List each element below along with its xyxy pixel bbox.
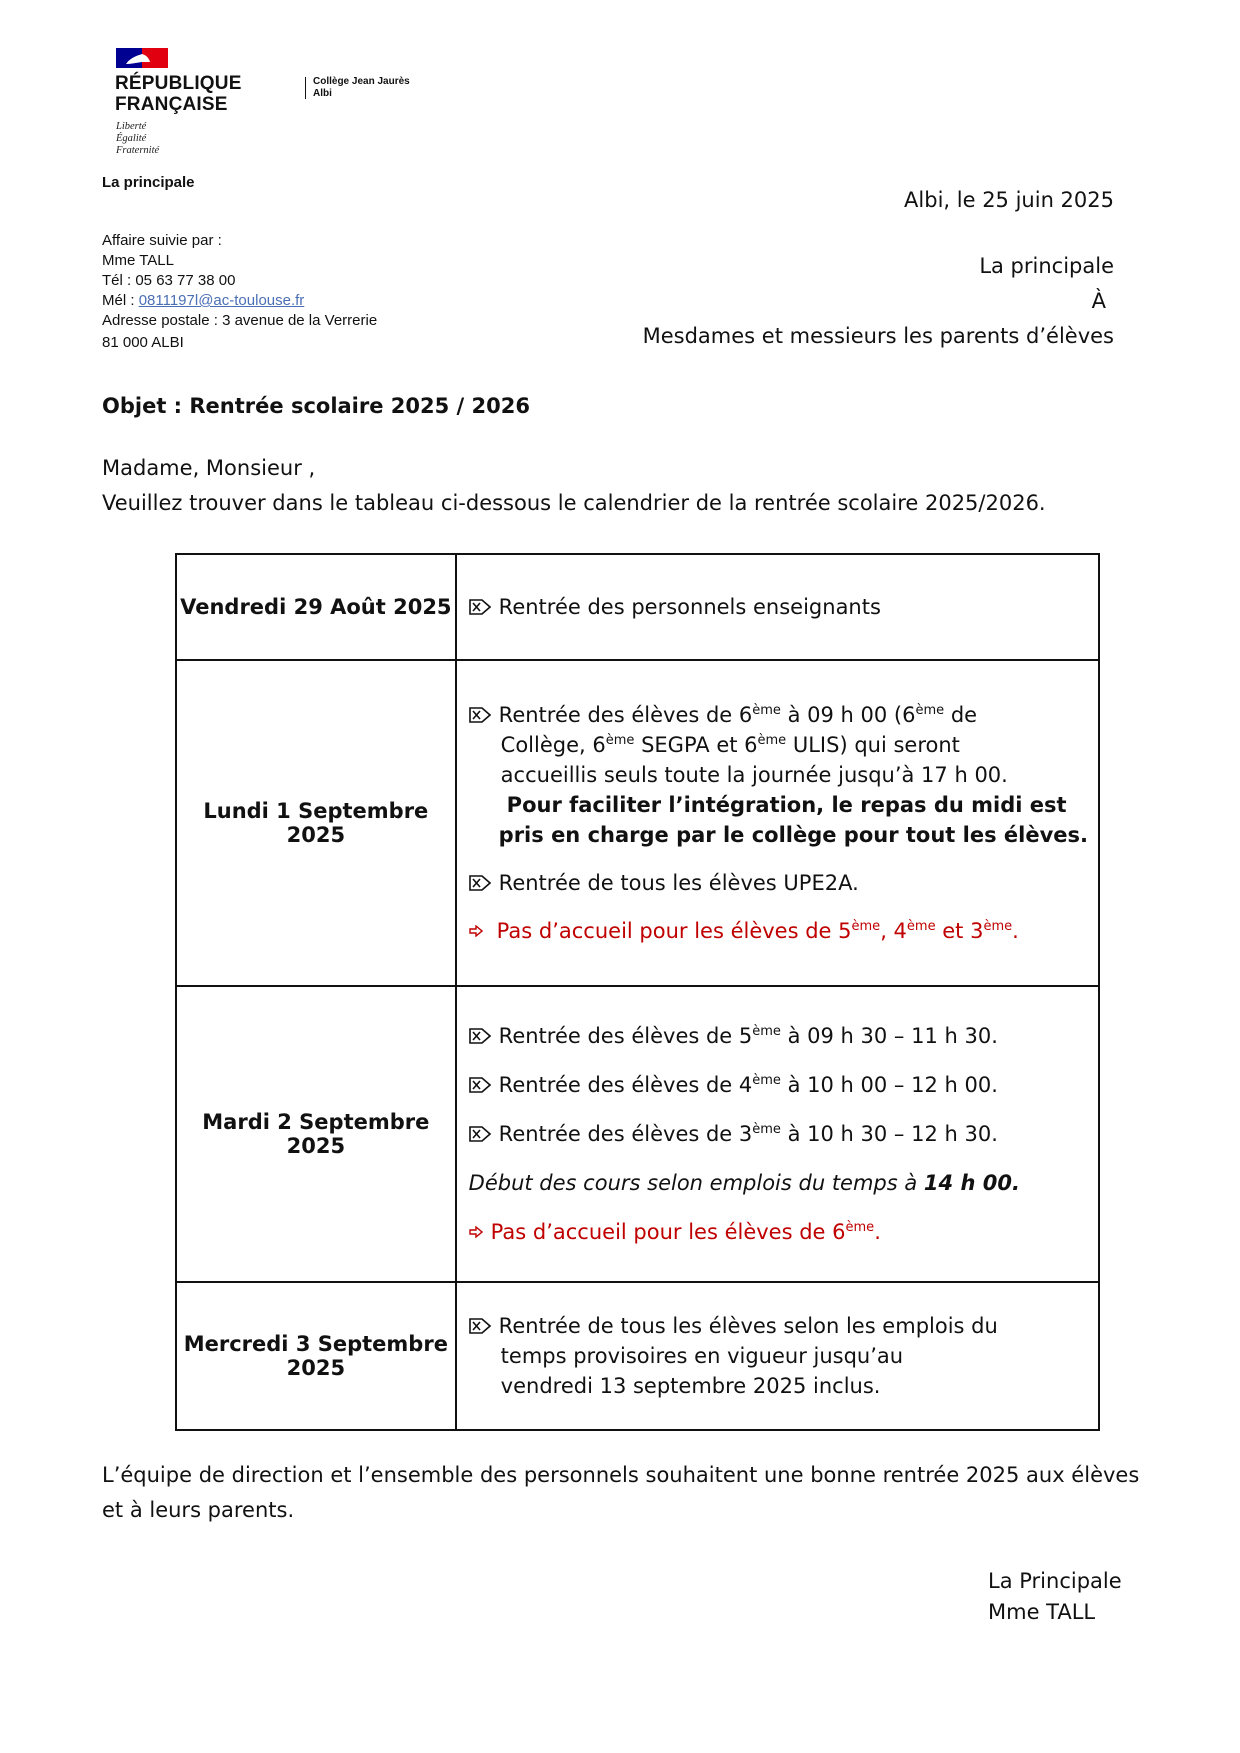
row-date: Mardi 2 Septembre 2025	[176, 986, 456, 1282]
checkbox-x-icon	[469, 707, 491, 723]
list-item-continuation: accueillis seuls toute la journée jusqu’à 17 h 00.	[500, 763, 1008, 787]
warning-item: Pas d’accueil pour les élèves de 6ème.	[469, 1217, 1088, 1247]
logo-separator	[305, 77, 306, 99]
sender-title: La principale	[102, 174, 195, 191]
bold-note: Pour faciliter l’intégration, le repas du midi est	[506, 793, 1067, 817]
contact-mail	[102, 292, 304, 309]
row-info	[456, 986, 1099, 1282]
marianne-logo-icon	[116, 48, 168, 68]
college-city: Albi	[313, 88, 332, 99]
list-item: Rentrée des élèves de 4ème à 10 h 00 – 12 h 00.	[469, 1070, 1088, 1100]
motto-egalite: Égalité	[116, 133, 147, 144]
checkbox-x-icon	[469, 599, 491, 615]
row-date: Vendredi 29 Août 2025	[176, 554, 456, 660]
contact-label: Affaire suivie par :	[102, 232, 222, 249]
motto-fraternite: Fraternité	[116, 145, 160, 156]
college-name: Collège Jean Jaurès	[313, 76, 410, 87]
table-row	[176, 1282, 1099, 1430]
table-row	[176, 986, 1099, 1282]
row-date: Lundi 1 Septembre 2025	[176, 660, 456, 986]
checkbox-x-icon	[469, 1077, 491, 1093]
intro-text: Veuillez trouver dans le tableau ci-dessous le calendrier de la rentrée scolaire 2025/2026.	[102, 491, 1046, 515]
subject-line: Objet : Rentrée scolaire 2025 / 2026	[102, 394, 530, 418]
row-info	[456, 554, 1099, 660]
mail-label: Mél :	[102, 292, 139, 309]
checkbox-x-icon	[469, 1028, 491, 1044]
course-note: Début des cours selon emplois du temps à 14 h 00.	[468, 1171, 1020, 1195]
recipient-to-word: À	[1091, 289, 1106, 313]
checkbox-x-icon	[469, 1126, 491, 1142]
logo-motto	[116, 121, 159, 157]
recipient-to: Mesdames et messieurs les parents d’élèves	[642, 324, 1114, 348]
list-item: Rentrée des élèves de 3ème à 10 h 30 – 12 h 30.	[469, 1119, 1088, 1149]
signature-name: Mme TALL	[988, 1600, 1096, 1624]
list-item: Rentrée des personnels enseignants	[469, 592, 1088, 622]
table-row	[176, 554, 1099, 660]
row-info	[456, 660, 1099, 986]
contact-phone: Tél : 05 63 77 38 00	[102, 272, 236, 289]
list-item: Rentrée des élèves de 5ème à 09 h 30 – 11 h 30.	[469, 1021, 1088, 1051]
recipient-from: La principale	[979, 254, 1114, 278]
mail-link[interactable]: 0811197l@ac-toulouse.fr	[138, 292, 305, 309]
logo-line-1: RÉPUBLIQUE	[115, 73, 242, 94]
list-item-continuation: temps provisoires en vigueur jusqu’au	[500, 1344, 904, 1368]
row-info	[456, 1282, 1099, 1430]
contact-address: Adresse postale : 3 avenue de la Verrerie	[102, 312, 378, 329]
closing-line-2: et à leurs parents.	[102, 1498, 295, 1522]
arrow-right-icon	[469, 925, 483, 937]
arrow-right-icon	[469, 1226, 483, 1238]
closing-line-1: L’équipe de direction et l’ensemble des personnels souhaitent une bonne rentrée 2025 aux élèves	[102, 1463, 1140, 1487]
warning-item: Pas d’accueil pour les élèves de 5ème, 4ème et 3ème.	[469, 916, 1088, 946]
motto-liberte: Liberté	[116, 121, 147, 132]
schedule-table	[175, 553, 1100, 1431]
checkbox-x-icon	[469, 1318, 491, 1334]
list-item: Rentrée des élèves de 6ème à 09 h 00 (6ème de	[469, 700, 1088, 730]
table-row	[176, 660, 1099, 986]
date-line: Albi, le 25 juin 2025	[904, 188, 1114, 212]
logo-line-2: FRANÇAISE	[115, 94, 228, 115]
contact-postcode: 81 000 ALBI	[102, 334, 184, 351]
row-date: Mercredi 3 Septembre 2025	[176, 1282, 456, 1430]
list-item-continuation: Collège, 6ème SEGPA et 6ème ULIS) qui seront	[500, 733, 960, 757]
contact-name: Mme TALL	[102, 252, 174, 269]
list-item: Rentrée de tous les élèves selon les emplois du	[469, 1311, 1088, 1341]
list-item-continuation: vendredi 13 septembre 2025 inclus.	[500, 1374, 881, 1398]
salutation: Madame, Monsieur ,	[102, 456, 316, 480]
list-item: Rentrée de tous les élèves UPE2A.	[469, 868, 1088, 898]
signature-title: La Principale	[988, 1569, 1122, 1593]
checkbox-x-icon	[469, 875, 491, 891]
bold-note: pris en charge par le collège pour tout les élèves.	[498, 823, 1088, 847]
